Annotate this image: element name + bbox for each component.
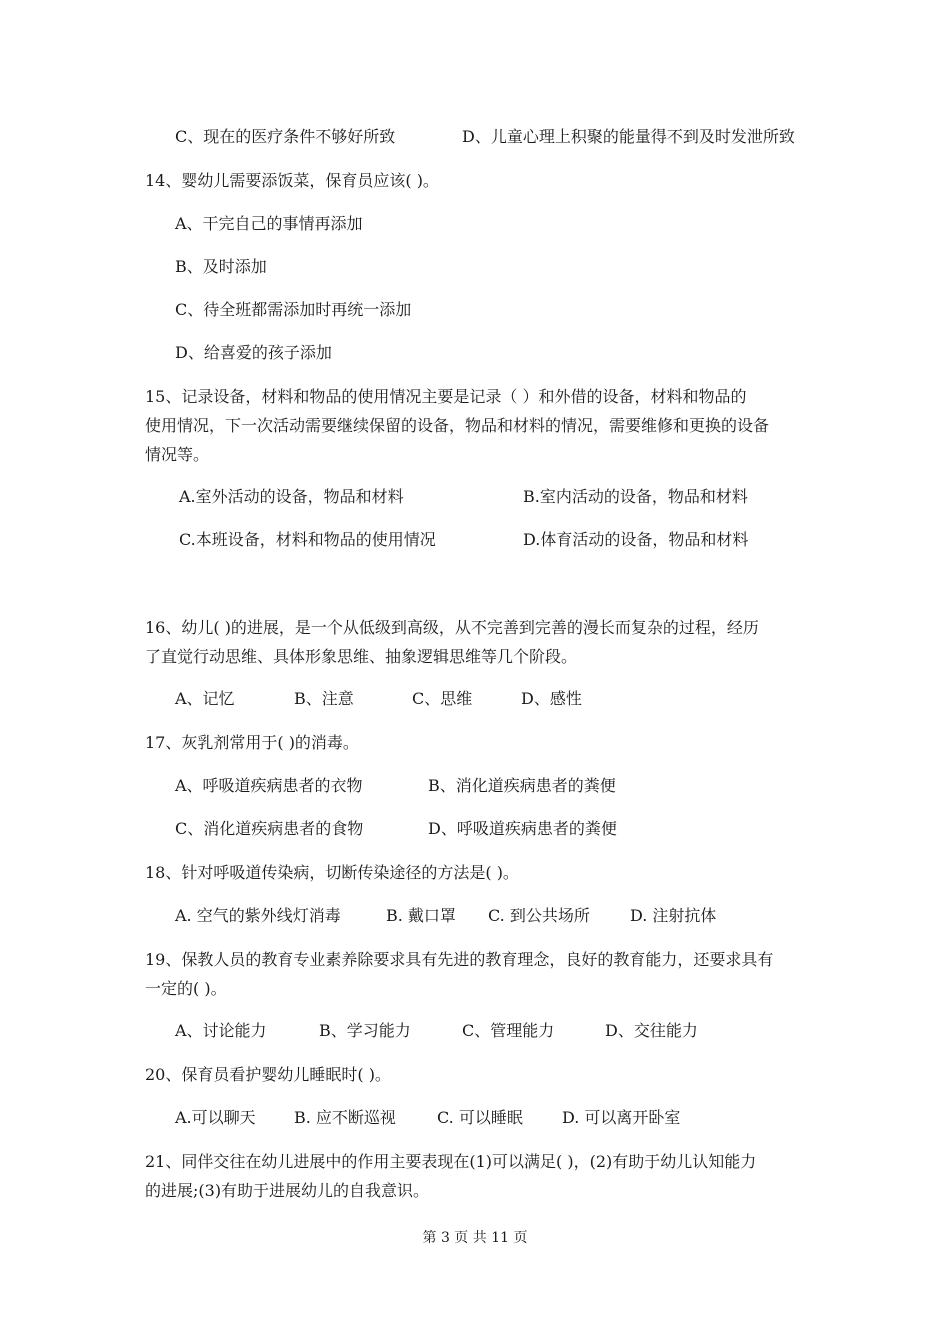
q19-option-b: B、学习能力 [319, 1021, 411, 1040]
q15-option-a: A.室外活动的设备，物品和材料 [179, 487, 404, 506]
q14-option-c: C、待全班都需添加时再统一添加 [175, 300, 412, 319]
q13-option-d: D、儿童心理上积聚的能量得不到及时发泄所致 [462, 127, 795, 146]
q19-stem-line2: 一定的( )。 [145, 979, 227, 998]
q17-option-b: B、消化道疾病患者的粪便 [428, 776, 616, 795]
q17-option-c: C、消化道疾病患者的食物 [175, 819, 364, 838]
q19-option-c: C、管理能力 [462, 1021, 555, 1040]
q17-stem: 17、灰乳剂常用于( )的消毒。 [145, 733, 359, 752]
q14-option-d: D、给喜爱的孩子添加 [175, 343, 332, 362]
q20-stem: 20、保育员看护婴幼儿睡眠时( )。 [145, 1065, 391, 1084]
q17-option-a: A、呼吸道疾病患者的衣物 [175, 776, 363, 795]
q14-stem: 14、婴幼儿需要添饭菜，保育员应该( )。 [145, 171, 439, 190]
q18-option-c: C. 到公共场所 [488, 906, 590, 925]
q16-option-b: B、注意 [294, 689, 354, 708]
q20-option-b: B. 应不断巡视 [294, 1108, 396, 1127]
q16-stem-line1: 16、幼儿( )的进展，是一个从低级到高级，从不完善到完善的漫长而复杂的过程，经历 [145, 618, 759, 637]
q15-option-c: C.本班设备，材料和物品的使用情况 [179, 530, 436, 549]
q20-option-d: D. 可以离开卧室 [562, 1108, 681, 1127]
q16-option-d: D、感性 [521, 689, 582, 708]
q19-option-d: D、交往能力 [605, 1021, 698, 1040]
q21-stem-line2: 的进展;(3)有助于进展幼儿的自我意识。 [145, 1181, 430, 1200]
q20-option-c: C. 可以睡眠 [437, 1108, 523, 1127]
q15-stem-line2: 使用情况，下一次活动需要继续保留的设备，物品和材料的情况，需要维修和更换的设备 [145, 416, 770, 435]
q15-stem-line1: 15、记录设备，材料和物品的使用情况主要是记录（ ）和外借的设备，材料和物品的 [145, 387, 747, 406]
page-number: 第 3 页 共 11 页 [422, 1230, 528, 1246]
q17-option-d: D、呼吸道疾病患者的粪便 [428, 819, 617, 838]
q21-stem-line1: 21、同伴交往在幼儿进展中的作用主要表现在(1)可以满足( )，(2)有助于幼儿认知能力 [145, 1152, 757, 1171]
q14-option-a: A、干完自己的事情再添加 [175, 214, 363, 233]
q15-option-b: B.室内活动的设备，物品和材料 [523, 487, 748, 506]
q14-option-b: B、及时添加 [175, 257, 267, 276]
q13-option-c: C、现在的医疗条件不够好所致 [175, 127, 396, 146]
q19-option-a: A、讨论能力 [175, 1021, 267, 1040]
q19-stem-line1: 19、保教人员的教育专业素养除要求具有先进的教育理念，良好的教育能力，还要求具有 [145, 950, 774, 969]
q18-option-a: A. 空气的紫外线灯消毒 [175, 906, 341, 925]
q18-option-b: B. 戴口罩 [386, 906, 456, 925]
q15-option-d: D.体育活动的设备，物品和材料 [523, 530, 749, 549]
q18-option-d: D. 注射抗体 [630, 906, 717, 925]
q16-option-c: C、思维 [412, 689, 473, 708]
q16-option-a: A、记忆 [175, 689, 235, 708]
q20-option-a: A.可以聊天 [175, 1108, 256, 1127]
q15-stem-line3: 情况等。 [145, 445, 210, 464]
q18-stem: 18、针对呼吸道传染病，切断传染途径的方法是( )。 [145, 863, 519, 882]
q16-stem-line2: 了直觉行动思维、具体形象思维、抽象逻辑思维等几个阶段。 [145, 647, 578, 666]
